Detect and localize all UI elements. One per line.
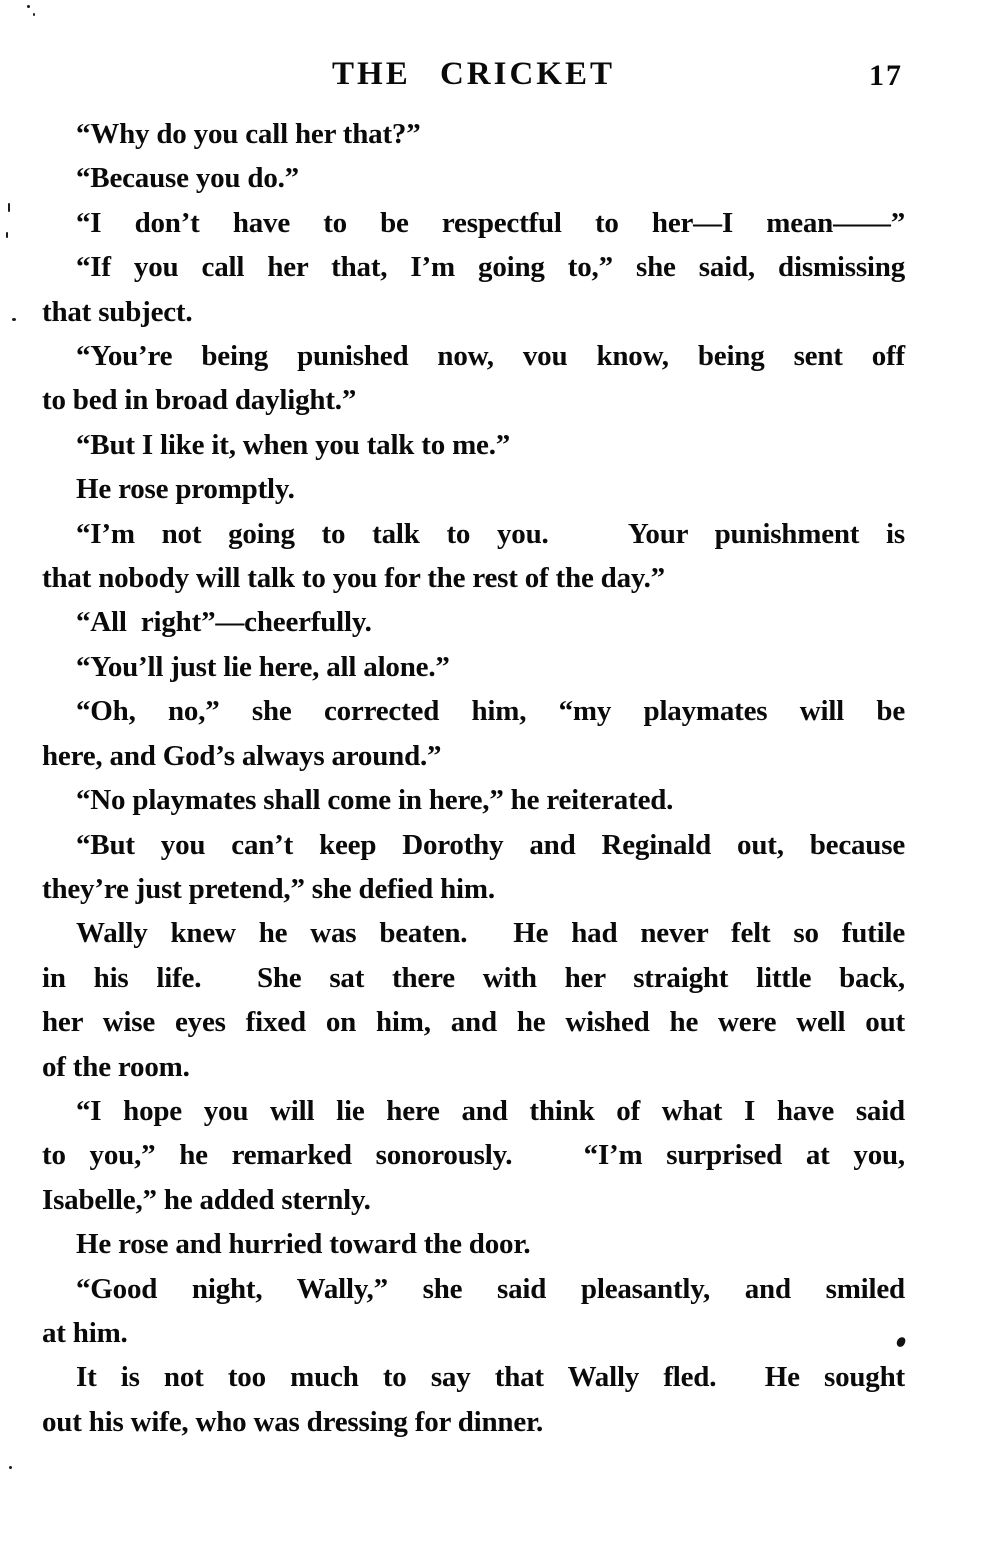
text-line: “Good night, Wally,” she said pleasantly, and smiled xyxy=(76,1272,905,1305)
text-line: “I don’t have to be respectful to her—I mean——” xyxy=(76,206,905,239)
text-line: they’re just pretend,” she defied him. xyxy=(42,872,495,905)
text-line: “No playmates shall come in here,” he reiterated. xyxy=(76,784,674,817)
scan-speck xyxy=(27,5,30,8)
text-line: “Because you do.” xyxy=(76,162,299,195)
text-line: that subject. xyxy=(42,295,193,328)
text-line: “I’m not going to talk to you. Your punishment is xyxy=(76,517,905,550)
scan-speck xyxy=(8,203,10,212)
text-line: to bed in broad daylight.” xyxy=(42,384,357,417)
text-line: “But I like it, when you talk to me.” xyxy=(76,428,511,461)
scan-speck xyxy=(12,318,16,321)
text-line: “Oh, no,” she corrected him, “my playmates will be xyxy=(76,695,905,728)
scan-speck xyxy=(6,232,8,238)
text-line: “All right”—cheerfully. xyxy=(76,606,372,639)
text-line: “I hope you will lie here and think of what I have said xyxy=(76,1094,905,1127)
running-title: THE CRICKET xyxy=(332,56,615,92)
page-number: 17 xyxy=(869,59,903,92)
text-line: out his wife, who was dressing for dinner. xyxy=(42,1405,544,1438)
text-line: “You’re being punished now, vou know, being sent off xyxy=(76,340,905,373)
text-line: “But you can’t keep Dorothy and Reginald out, because xyxy=(76,828,905,861)
text-line: “You’ll just lie here, all alone.” xyxy=(76,650,450,683)
text-line: “Why do you call her that?” xyxy=(76,118,421,150)
text-line: of the room. xyxy=(42,1050,190,1083)
text-line: He rose promptly. xyxy=(76,473,295,506)
text-line: “If you call her that, I’m going to,” she said, dismissing xyxy=(76,251,905,284)
scan-speck xyxy=(9,1466,12,1469)
text-line: her wise eyes fixed on him, and he wished he were well out xyxy=(42,1006,905,1039)
text-line: that nobody will talk to you for the rest of the day.” xyxy=(42,562,665,595)
text-line: to you,” he remarked sonorously. “I’m surprised at you, xyxy=(42,1139,905,1172)
page-header xyxy=(42,56,905,102)
text-line: here, and God’s always around.” xyxy=(42,739,442,772)
text-line: Wally knew he was beaten. He had never felt so futile xyxy=(76,917,905,950)
text-line: at him. xyxy=(42,1316,128,1349)
text-line: He rose and hurried toward the door. xyxy=(76,1228,531,1261)
text-line: Isabelle,” he added sternly. xyxy=(42,1183,371,1216)
text-line: in his life. She sat there with her straight little back, xyxy=(42,961,905,994)
text-line: It is not too much to say that Wally fled. He sought xyxy=(76,1361,905,1394)
scan-speck xyxy=(33,13,35,16)
page-text xyxy=(42,112,905,1444)
